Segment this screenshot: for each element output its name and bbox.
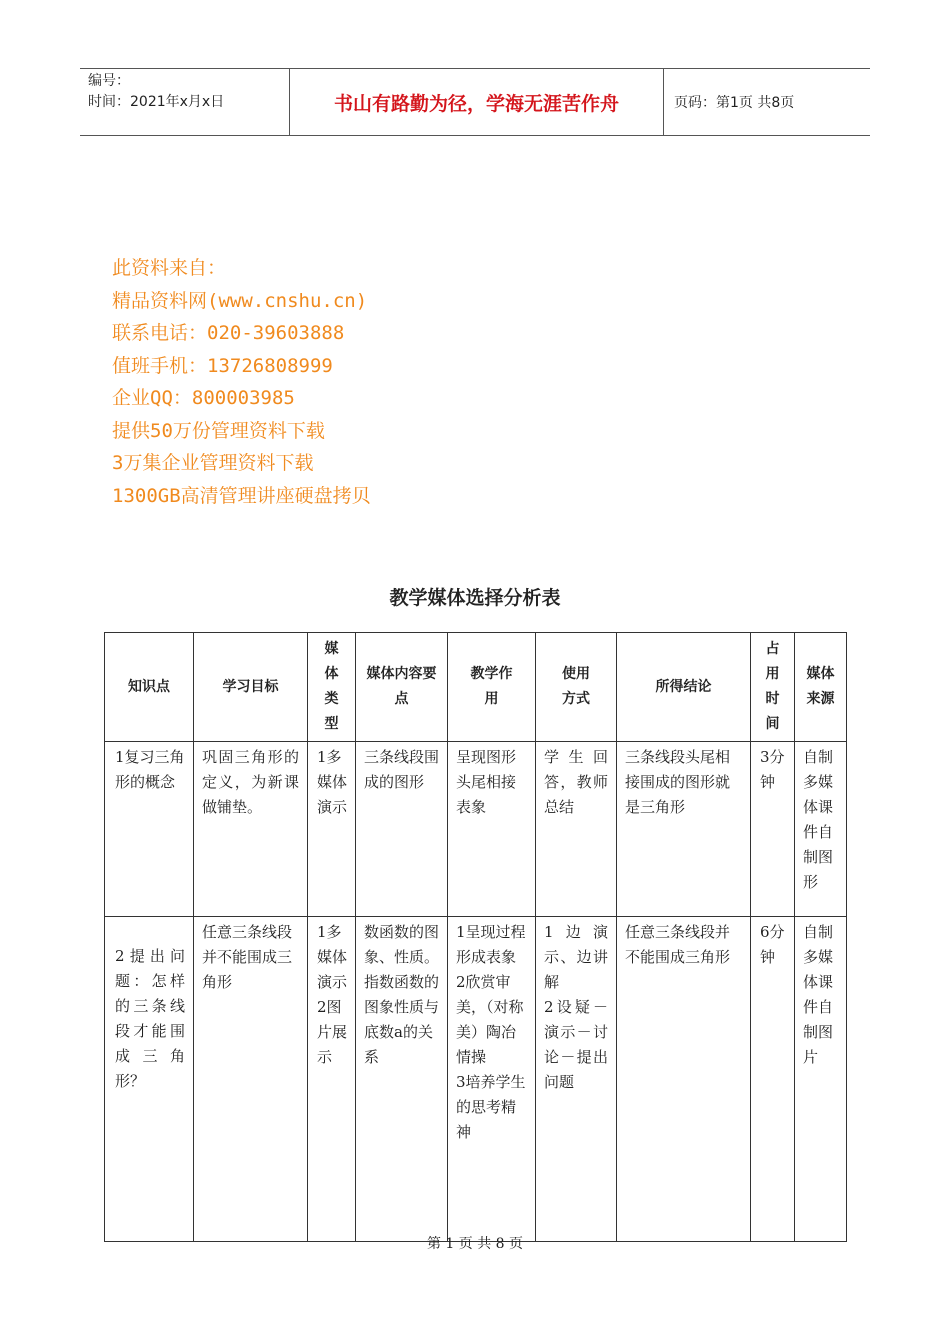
ad-line: 3万集企业管理资料下载 (112, 452, 314, 474)
cell-source: 自制多媒体课件自制图片 (795, 917, 847, 1242)
column-header-source: 媒体来源 (795, 633, 847, 742)
table-row (105, 917, 847, 1242)
cell-role-line: 1呈现过程形成表象 (456, 923, 526, 966)
table-row (105, 742, 847, 917)
cell-goal: 巩固三角形的定义，为新课做铺垫。 (194, 742, 308, 917)
cell-knowledge-text: 2提出问题：怎样的三条线段才能围成三角形？ (115, 947, 185, 1090)
cell-usage-line: 2设疑－演示－讨论－提出问题 (544, 998, 608, 1091)
cell-source: 自制多媒体课件自制图形 (795, 742, 847, 917)
ad-line: 提供50万份管理资料下载 (112, 419, 325, 442)
cell-time: 3分钟 (751, 742, 795, 917)
cell-time: 6分钟 (751, 917, 795, 1242)
cell-role-line: 2欣赏审美，（对称美）陶冶情操 (456, 973, 524, 1066)
column-header-time: 占用时间 (751, 633, 795, 742)
column-header-knowledge: 知识点 (105, 633, 194, 742)
cell-content-line: 指数函数的图象性质与底数a的关系 (364, 973, 440, 1066)
ad-line-mobile: 值班手机：13726808999 (112, 354, 333, 377)
cell-media-type: 1多媒体演示2图片展示 (308, 917, 356, 1242)
page-header (80, 68, 870, 136)
header-page-info: 页码：第1页 共8页 (674, 95, 795, 111)
header-meta (80, 69, 290, 135)
cell-content (356, 917, 448, 1242)
media-analysis-table (104, 632, 847, 1242)
number-label: 编号： (88, 73, 130, 89)
cell-knowledge (105, 917, 194, 1242)
cell-conclusion: 任意三条线段并不能围成三角形 (617, 917, 751, 1242)
column-header-media-type: 媒体类型 (308, 633, 356, 742)
cell-role (448, 917, 536, 1242)
ad-line: 1300GB高清管理讲座硬盘拷贝 (112, 484, 371, 507)
cell-knowledge: 1复习三角形的概念 (105, 742, 194, 917)
cell-content-line: 数函数的图象、性质。 (364, 923, 440, 966)
cell-conclusion: 三条线段头尾相接围成的图形就是三角形 (617, 742, 751, 917)
column-header-content: 媒体内容要点 (356, 633, 448, 742)
ad-line: 此资料来自： (112, 257, 227, 279)
cell-goal: 任意三条线段并不能围成三角形 (194, 917, 308, 1242)
cell-role: 呈现图形头尾相接表象 (448, 742, 536, 917)
cell-usage: 学生回答，教师总结 (536, 742, 617, 917)
table-title: 教学媒体选择分析表 (389, 587, 561, 609)
cell-usage-line: 1边演示、边讲解 (544, 923, 608, 991)
page-footer: 第 1 页 共 8 页 (426, 1236, 524, 1252)
cell-media-type: 1多媒体演示 (308, 742, 356, 917)
cell-role-line: 3培养学生的思考精神 (456, 1073, 526, 1141)
ad-line-qq: 企业QQ：800003985 (112, 387, 295, 409)
column-header-role: 教学作用 (448, 633, 536, 742)
time-label: 时间：2021年x月x日 (88, 94, 225, 110)
column-header-conclusion: 所得结论 (617, 633, 751, 742)
column-header-usage: 使用方式 (536, 633, 617, 742)
ad-line-website: 精品资料网(www.cnshu.cn) (112, 289, 368, 312)
resource-info-block (112, 252, 371, 512)
cell-content: 三条线段围成的图形 (356, 742, 448, 917)
column-header-goal: 学习目标 (194, 633, 308, 742)
cell-usage (536, 917, 617, 1242)
ad-line-phone: 联系电话：020-39603888 (112, 322, 345, 344)
header-motto: 书山有路勤为径，学海无涯苦作舟 (290, 69, 664, 135)
table-header-row (105, 633, 847, 742)
